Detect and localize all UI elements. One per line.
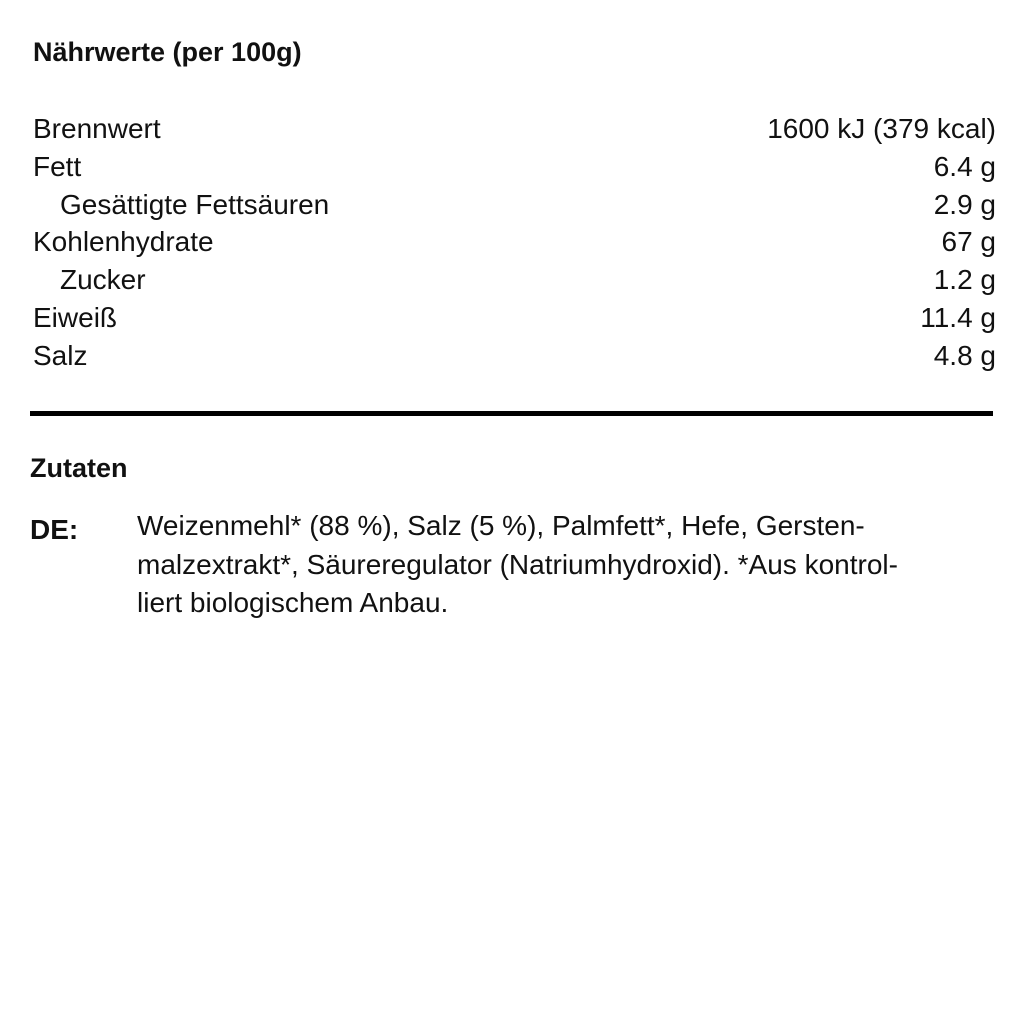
nutrition-title: Nährwerte (per 100g)	[33, 37, 302, 67]
nutrient-name: Fett	[33, 150, 82, 182]
nutrition-row-brennwert	[33, 110, 996, 148]
nutrition-row-zucker	[33, 261, 996, 299]
ingredients-line: Weizenmehl* (88 %), Salz (5 %), Palmfett*, Hefe, Gersten-	[137, 510, 865, 541]
nutrient-name: Salz	[33, 339, 88, 371]
nutrient-name: Brennwert	[33, 113, 161, 144]
ingredients-line: liert biologischem Anbau.	[137, 587, 449, 618]
nutrient-value: 2.9 g	[933, 188, 996, 220]
nutrient-value: 11.4 g	[920, 301, 996, 333]
ingredients-title: Zutaten	[30, 453, 128, 483]
nutrition-row-kohlenhydrate	[33, 223, 996, 261]
language-code: DE:	[30, 514, 79, 545]
ingredients-line: malzextrakt*, Säureregulator (Natriumhydroxid). *Aus kontrol-	[137, 548, 898, 580]
nutrient-name: Kohlenhydrate	[33, 226, 214, 258]
ingredients-text	[137, 507, 999, 623]
nutrient-name: Gesättigte Fettsäuren	[60, 188, 330, 220]
nutrition-row-gesaettigte-fettsaeuren	[33, 186, 996, 224]
nutrition-row-salz	[33, 337, 996, 375]
nutrient-name: Zucker	[60, 264, 146, 296]
nutrient-name: Eiweiß	[33, 301, 118, 333]
nutrient-value: 6.4 g	[933, 150, 996, 182]
section-divider	[30, 411, 993, 416]
nutrition-row-fett	[33, 148, 996, 186]
nutrient-value: 4.8 g	[933, 339, 996, 371]
nutrition-row-eiweiss	[33, 299, 996, 337]
nutrient-value: 67 g	[941, 226, 996, 258]
nutrition-table	[33, 110, 996, 375]
nutrient-value: 1.2 g	[933, 264, 996, 296]
nutrient-value: 1600 kJ (379 kcal)	[767, 113, 996, 144]
